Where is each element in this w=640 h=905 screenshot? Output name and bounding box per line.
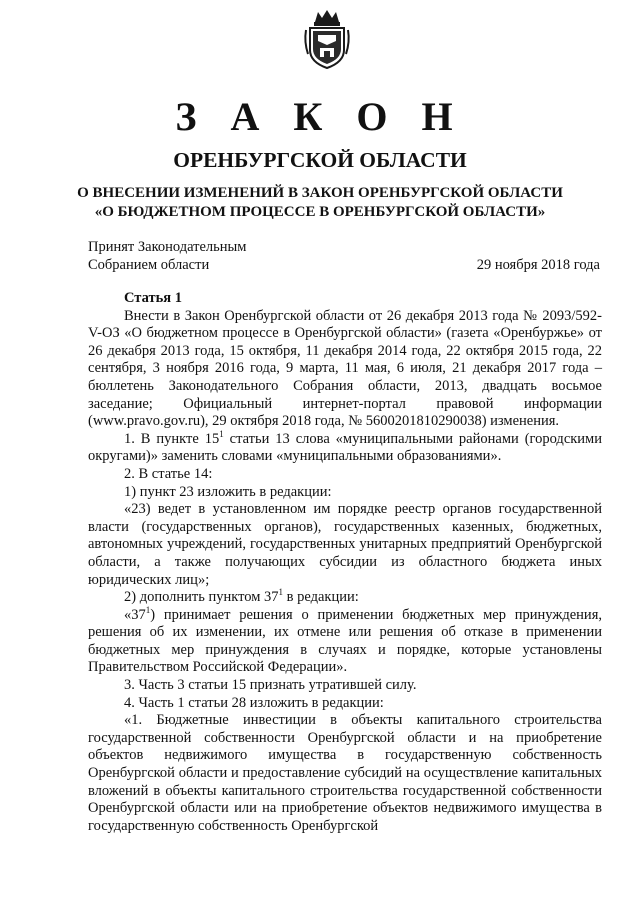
document-region: ОРЕНБУРГСКОЙ ОБЛАСТИ <box>173 148 467 172</box>
adoption-line-2: Собранием области <box>88 257 210 273</box>
item-4-text: «1. Бюджетные инвестиции в объекты капитального строительства государственной собственности Оренбургской области и на приобретение объектов недвижимого имущества в государственную собственность Оренбургской области и предоставление субсидий на осуществление капитальных вложений в объекты капитального строительства государственной собственности Оренбургской области или на приобретение объектов недвижимого имущества в государственную собственность Оренбургской <box>88 712 602 834</box>
document-subtitle <box>0 184 640 222</box>
item-2-1-text: «23) ведет в установленном им порядке реестр органов государственной власти (государственных органов), государственных казенных, бюджетных, автономных учреждений, государственных унитарных предприятий Оренбургской области, а также получающих субсидии из областного бюджета иных юридических лиц»; <box>88 501 602 588</box>
adoption-date: 29 ноября 2018 года <box>476 257 600 273</box>
item-4: 4. Часть 1 статьи 28 изложить в редакции: <box>124 694 384 711</box>
item-1: 1. В пункте $15^1$ статьи 13 слова «муниципальными районами (городскими округами)» заменить словами «муниципальными образованиями». <box>88 428 602 465</box>
article-intro: Внести в Закон Оренбургской области от 26 декабря 2013 года № 2093/592-V-ОЗ «О бюджетном процессе в Оренбургской области» (газета «Оренбуржье» от 26 декабря 2013 года, 15 октября, 11 декабря 2014 года, 22 октября 2015 года, 22 сентября, 3 ноября 2016 года, 9 марта, 11 мая, 6 июля, 21 декабря 2017 года – бюллетень Законодательного Собрания области, 2013, двадцать восьмое заседание; Официальный интернет-портал правовой информации (www.pravo.gov.ru), 29 октября 2018 года, № 5600201810290038) изменения. <box>88 307 602 430</box>
item-3: 3. Часть 3 статьи 15 признать утратившей силу. <box>124 677 417 694</box>
subtitle-line-2: «О БЮДЖЕТНОМ ПРОЦЕССЕ В ОРЕНБУРГСКОЙ ОБЛАСТИ» <box>94 204 546 220</box>
item-2-2-text: «$37^1$) принимает решения о применении бюджетных мер принуждения, решения об их изменении, их отмене или решения об отказе в применении бюджетных мер принуждения в случаях и порядке, которые установлены Правительством Российской Федерации». <box>88 604 602 676</box>
adoption-line-1: Принят Законодательным <box>88 239 247 255</box>
document-title: З А К О Н <box>175 94 465 139</box>
article-heading: Статья 1 <box>124 290 182 306</box>
coat-of-arms-icon <box>302 8 352 70</box>
item-2: 2. В статье 14: <box>124 465 213 482</box>
article-body <box>88 290 602 835</box>
item-2-2: 2) дополнить пунктом $37^1$ в редакции: <box>124 587 359 606</box>
item-2-1: 1) пункт 23 изложить в редакции: <box>124 483 332 500</box>
adoption-note <box>88 238 246 274</box>
subtitle-line-1: О ВНЕСЕНИИ ИЗМЕНЕНИЙ В ЗАКОН ОРЕНБУРГСКОЙ ОБЛАСТИ <box>77 185 563 201</box>
